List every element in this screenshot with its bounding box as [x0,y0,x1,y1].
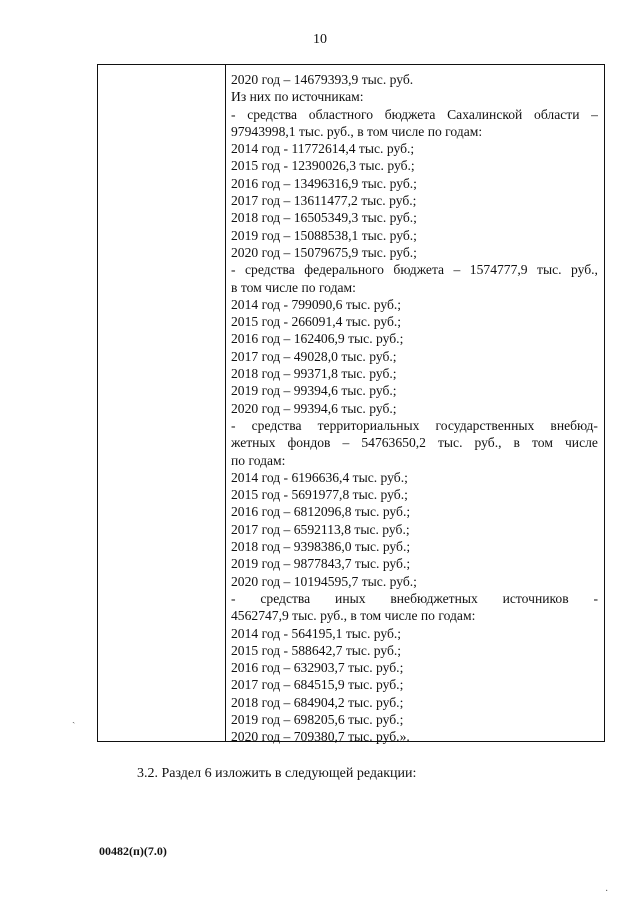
year-amount-line: 2017 год – 684515,9 тыс. руб.; [231,677,404,693]
year-amount-line: 2018 год – 9398386,0 тыс. руб.; [231,539,411,555]
year-amount-line: 2020 год – 10194595,7 тыс. руб.; [231,573,417,589]
justified-word: средства [260,590,311,606]
funding-cell [231,71,598,746]
sources-intro: Из них по источникам: [231,89,364,105]
year-amount-line: 2014 год - 564195,1 тыс. руб.; [231,625,402,641]
justified-word: – [342,435,350,451]
funding-table [97,64,605,745]
justified-word: области [534,106,580,122]
year-amount-line: 2018 год – 99371,8 тыс. руб.; [231,366,397,382]
other-sources-line [231,590,598,607]
justified-word: государственных [435,417,535,433]
other-years-list [231,625,598,746]
justified-word: – [453,262,461,278]
justified-word: средства [247,106,298,122]
justified-word: областного [308,106,374,122]
territorial-funds-subline: по годам: [231,452,286,468]
justified-word: фондов [287,435,331,451]
justified-word: тыс. [437,435,463,451]
document-code: 00482(п)(7.0) [99,844,167,858]
justified-word: Сахалинской [447,106,523,122]
instruction-paragraph: 3.2. Раздел 6 изложить в следующей редакции: [137,766,417,781]
year-amount-line: 2019 год – 15088538,1 тыс. руб.; [231,227,417,243]
justified-word: - [593,590,598,606]
year-amount-line: 2016 год – 162406,9 тыс. руб.; [231,331,404,347]
justified-word: 1574777,9 [469,262,528,278]
year-amount-line: 2017 год – 49028,0 тыс. руб.; [231,348,397,364]
regional-budget-line [231,106,598,123]
justified-word: руб., [474,435,502,451]
year-amount-line: 2018 год – 684904,2 тыс. руб.; [231,694,404,710]
justified-word: - [231,590,236,606]
justified-word: средства [244,262,295,278]
federal-budget-subline: в том числе по годам: [231,279,356,295]
justified-word: иных [335,590,366,606]
justified-word: 54763650,2 [361,435,426,451]
regional-budget-total: 97943998,1 тыс. руб., в том числе по годам: [231,123,483,139]
territorial-funds-line [231,417,598,434]
year-amount-line: 2016 год – 632903,7 тыс. руб.; [231,660,404,676]
justified-word: - [231,417,236,433]
justified-word: внебюджетных [390,590,478,606]
year-amount-line: 2016 год – 6812096,8 тыс. руб.; [231,504,411,520]
justified-word: бюджета [384,106,436,122]
year-amount-line: 2019 год – 698205,6 тыс. руб.; [231,711,404,727]
year-amount-line: 2016 год – 13496316,9 тыс. руб.; [231,175,417,191]
year-amount-line: 2014 год - 799090,6 тыс. руб.; [231,296,402,312]
year-amount-line: 2020 год – 99394,6 тыс. руб.; [231,400,397,416]
justified-word: том [532,435,553,451]
federal-budget-line [231,261,598,278]
year-amount-line: 2019 год – 9877843,7 тыс. руб.; [231,556,411,572]
justified-word: в [513,435,520,451]
year-amount-line: 2015 год - 5691977,8 тыс. руб.; [231,487,408,503]
justified-word: средства [251,417,302,433]
territorial-years-list [231,469,598,590]
year-amount-line: 2014 год - 6196636,4 тыс. руб.; [231,469,408,485]
year-amount-line: 2015 год - 266091,4 тыс. руб.; [231,314,402,330]
year-amount-line: 2020 год – 709380,7 тыс. руб.». [231,729,410,745]
justified-word: числе [564,435,598,451]
justified-word: тыс. [537,262,562,278]
justified-word: жетных [231,435,276,451]
scan-speck: ˏ [72,713,76,724]
year-amount-line: 2017 год – 6592113,8 тыс. руб.; [231,521,410,537]
justified-word: внебюд- [550,417,598,433]
year-amount-line: 2015 год - 12390026,3 тыс. руб.; [231,158,415,174]
regional-years-list [231,140,598,261]
page-number: 10 [313,32,327,47]
year-amount-line: 2019 год – 99394,6 тыс. руб.; [231,383,397,399]
justified-word: - [231,106,236,122]
justified-word: территориальных [317,417,420,433]
justified-word: - [231,262,236,278]
year-amount-line: 2015 год - 588642,7 тыс. руб.; [231,642,402,658]
justified-word: бюджета [393,262,445,278]
scan-speck: · [605,886,609,897]
year-amount-line: 2017 год – 13611477,2 тыс. руб.; [231,193,417,209]
justified-word: – [591,106,598,122]
total-2020-line: 2020 год – 14679393,9 тыс. руб. [231,72,414,87]
other-sources-total: 4562747,9 тыс. руб., в том числе по годам: [231,608,476,624]
year-amount-line: 2014 год - 11772614,4 тыс. руб.; [231,141,415,157]
justified-word: федерального [304,262,384,278]
territorial-funds-total [231,434,598,451]
justified-word: источников [502,590,569,606]
year-amount-line: 2020 год – 15079675,9 тыс. руб.; [231,244,417,260]
year-amount-line: 2018 год – 16505349,3 тыс. руб.; [231,210,417,226]
justified-word: руб., [571,262,598,278]
federal-years-list [231,296,598,417]
column-divider [225,65,226,741]
